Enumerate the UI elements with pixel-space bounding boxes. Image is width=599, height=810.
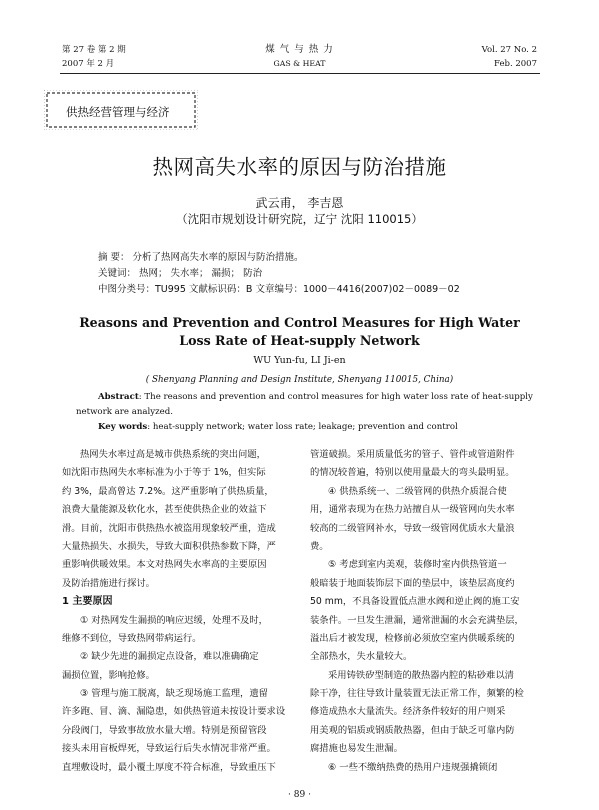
body-paragraph-line: 重影响供暖效果。本文对热网失水率高的主要原因 xyxy=(62,559,267,571)
body-paragraph-line: 大量热损失、水损失，导致大面积供热参数下降，严 xyxy=(62,540,276,552)
authors-en: WU Yun-fu, LI Ji-en xyxy=(253,355,346,366)
body-paragraph-line: ⑥ 一些不缴纳热费的热用户违规强撬锁闭 xyxy=(328,761,498,773)
page-number: · 89 · xyxy=(288,790,311,800)
body-paragraph-line: 接头未用盲板焊死，导致运行后失水情况非常严重。 xyxy=(62,743,276,755)
body-paragraph-line: 溢出后才被发现，检修前必须放空室内供暖系统的 xyxy=(310,632,515,644)
abstract-cn: 摘 要： 分析了热网高失水率的原因与防治措施。 xyxy=(98,252,304,263)
body-paragraph-line: 滑。目前，沈阳市供热热水被盗用现象较严重，造成 xyxy=(62,522,276,534)
authors-cn: 武云甫， 李吉恩 xyxy=(255,196,344,210)
keywords-en xyxy=(98,422,458,432)
article-title-en-line2: Loss Rate of Heat-supply Network xyxy=(179,333,420,348)
header-date-en: Feb. 2007 xyxy=(494,59,537,69)
abstract-en-line2: network are analyzed. xyxy=(76,407,173,417)
abstract-en-line1 xyxy=(98,392,533,402)
article-title-cn: 热网高失水率的原因与防治措施 xyxy=(152,155,447,179)
body-paragraph-line: 如沈阳市热网失水率标准为小于等于 1%，但实际 xyxy=(62,467,266,479)
body-paragraph-line: 50 mm，不具备设置低点泄水阀和逆止阀的施工安 xyxy=(310,596,520,608)
body-paragraph-line: 全部热水，失水量较大。 xyxy=(310,651,413,663)
header-volume-cn: 第 27 卷 第 2 期 xyxy=(62,45,126,55)
body-paragraph-line: 般暗装于地面装饰层下面的垫层中，该垫层高度约 xyxy=(310,577,515,589)
section-heading-1: 1 主要原因 xyxy=(62,596,113,608)
body-paragraph-line: 较高的二级管网补水，导致一级管网优质水大量浪 xyxy=(310,522,515,534)
body-paragraph-line: 管道破损。采用质量低劣的管子、管件或管道附件 xyxy=(310,449,515,460)
header-volume-en: Vol. 27 No. 2 xyxy=(481,45,537,55)
body-paragraph-line: 用，通常表现为在热力站擅自从一级管网向失水率 xyxy=(310,504,515,516)
body-paragraph-line: 用美观的铝质或钢质散热器，但由于缺乏可靠内防 xyxy=(310,724,515,736)
header-rule xyxy=(60,73,540,74)
body-paragraph-line: 分段阀门，导致事故放水量大增。特别是预留管段 xyxy=(62,724,267,736)
body-paragraph-line: ② 缺少先进的漏损定点设备，难以准确确定 xyxy=(80,651,259,663)
body-paragraph-line: 许多跑、冒、滴、漏隐患，如供热管道未按设计要求设 xyxy=(62,706,286,718)
body-paragraph-line: ⑤ 考虑到室内美观，装修时室内供热管道一 xyxy=(328,559,507,571)
affiliation-cn: （沈阳市规划设计研究院，辽宁 沈阳 110015） xyxy=(176,212,423,226)
body-paragraph-line: 及防治措施进行探讨。 xyxy=(62,577,155,589)
body-paragraph-line: 修造成热水大量流失。经济条件较好的用户则采 xyxy=(310,706,506,718)
body-paragraph-line: 采用铸铁矽型制造的散热器内腔的粘砂难以清 xyxy=(328,669,514,681)
body-paragraph-line: ④ 供热系统一、二级管网的供热介质混合使 xyxy=(328,485,507,497)
keywords-en-text: : heat-supply network; water loss rate; leakage; prevention and control xyxy=(147,422,458,432)
body-paragraph-line: 腐措施也易发生泄漏。 xyxy=(310,743,403,755)
body-paragraph-line: 的情况较普遍，特别以使用量最大的弯头最明显。 xyxy=(310,467,515,479)
body-paragraph-line: 维修不到位，导致热网带病运行。 xyxy=(62,632,202,644)
section-banner-label: 供热经营管理与经济 xyxy=(66,105,170,119)
keywords-cn: 关键词： 热网； 失水率； 漏损； 防治 xyxy=(98,268,263,279)
body-paragraph-line: 费。 xyxy=(310,540,329,552)
body-left-column xyxy=(62,446,285,777)
abstract-en-label: Abstract xyxy=(98,392,139,402)
classification-cn: 中图分类号：TU995 文献标识码：B 文章编号：1000－4416(2007)02－0089－02 xyxy=(98,284,460,295)
body-right-column xyxy=(310,446,524,777)
header-date-cn: 2007 年 2 月 xyxy=(62,59,115,69)
body-paragraph-line: 除干净，往往导致计量装置无法正常工作，频繁的检 xyxy=(310,688,524,700)
keywords-en-label: Key words xyxy=(98,422,148,432)
body-paragraph-line: 漏损位置，影响抢修。 xyxy=(62,669,155,681)
header-journal-cn: 煤 气 与 热 力 xyxy=(265,44,334,55)
affiliation-en: ( Shenyang Planning and Design Institute, Shenyang 110015, China) xyxy=(145,375,454,385)
body-paragraph-line: 直埋敷设时，最小覆土厚度不符合标准，导致重压下 xyxy=(62,761,276,773)
body-paragraph-line: ③ 管理与施工脱离，缺乏现场施工监理，遗留 xyxy=(80,688,268,700)
header-journal-en: GAS & HEAT xyxy=(273,59,326,68)
abstract-en-text: : The reasons and prevention and control measures for high water loss rate of heat-supply xyxy=(138,392,533,402)
body-paragraph-line: 装条件。一旦发生泄漏，通常泄漏的水会充满垫层， xyxy=(310,614,524,626)
body-paragraph-line: 热网失水率过高是城市供热系统的突出问题， xyxy=(80,449,266,460)
body-paragraph-line: ① 对热网发生漏损的响应迟缓，处理不及时， xyxy=(80,614,268,626)
body-paragraph-line: 浪费大量能源及软化水，甚至使供热企业的效益下 xyxy=(62,504,267,516)
body-paragraph-line: 约 3%，最高曾达 7.2%。这严重影响了供热质量， xyxy=(62,485,274,497)
article-title-en-line1: Reasons and Prevention and Control Measures for High Water xyxy=(79,315,520,330)
